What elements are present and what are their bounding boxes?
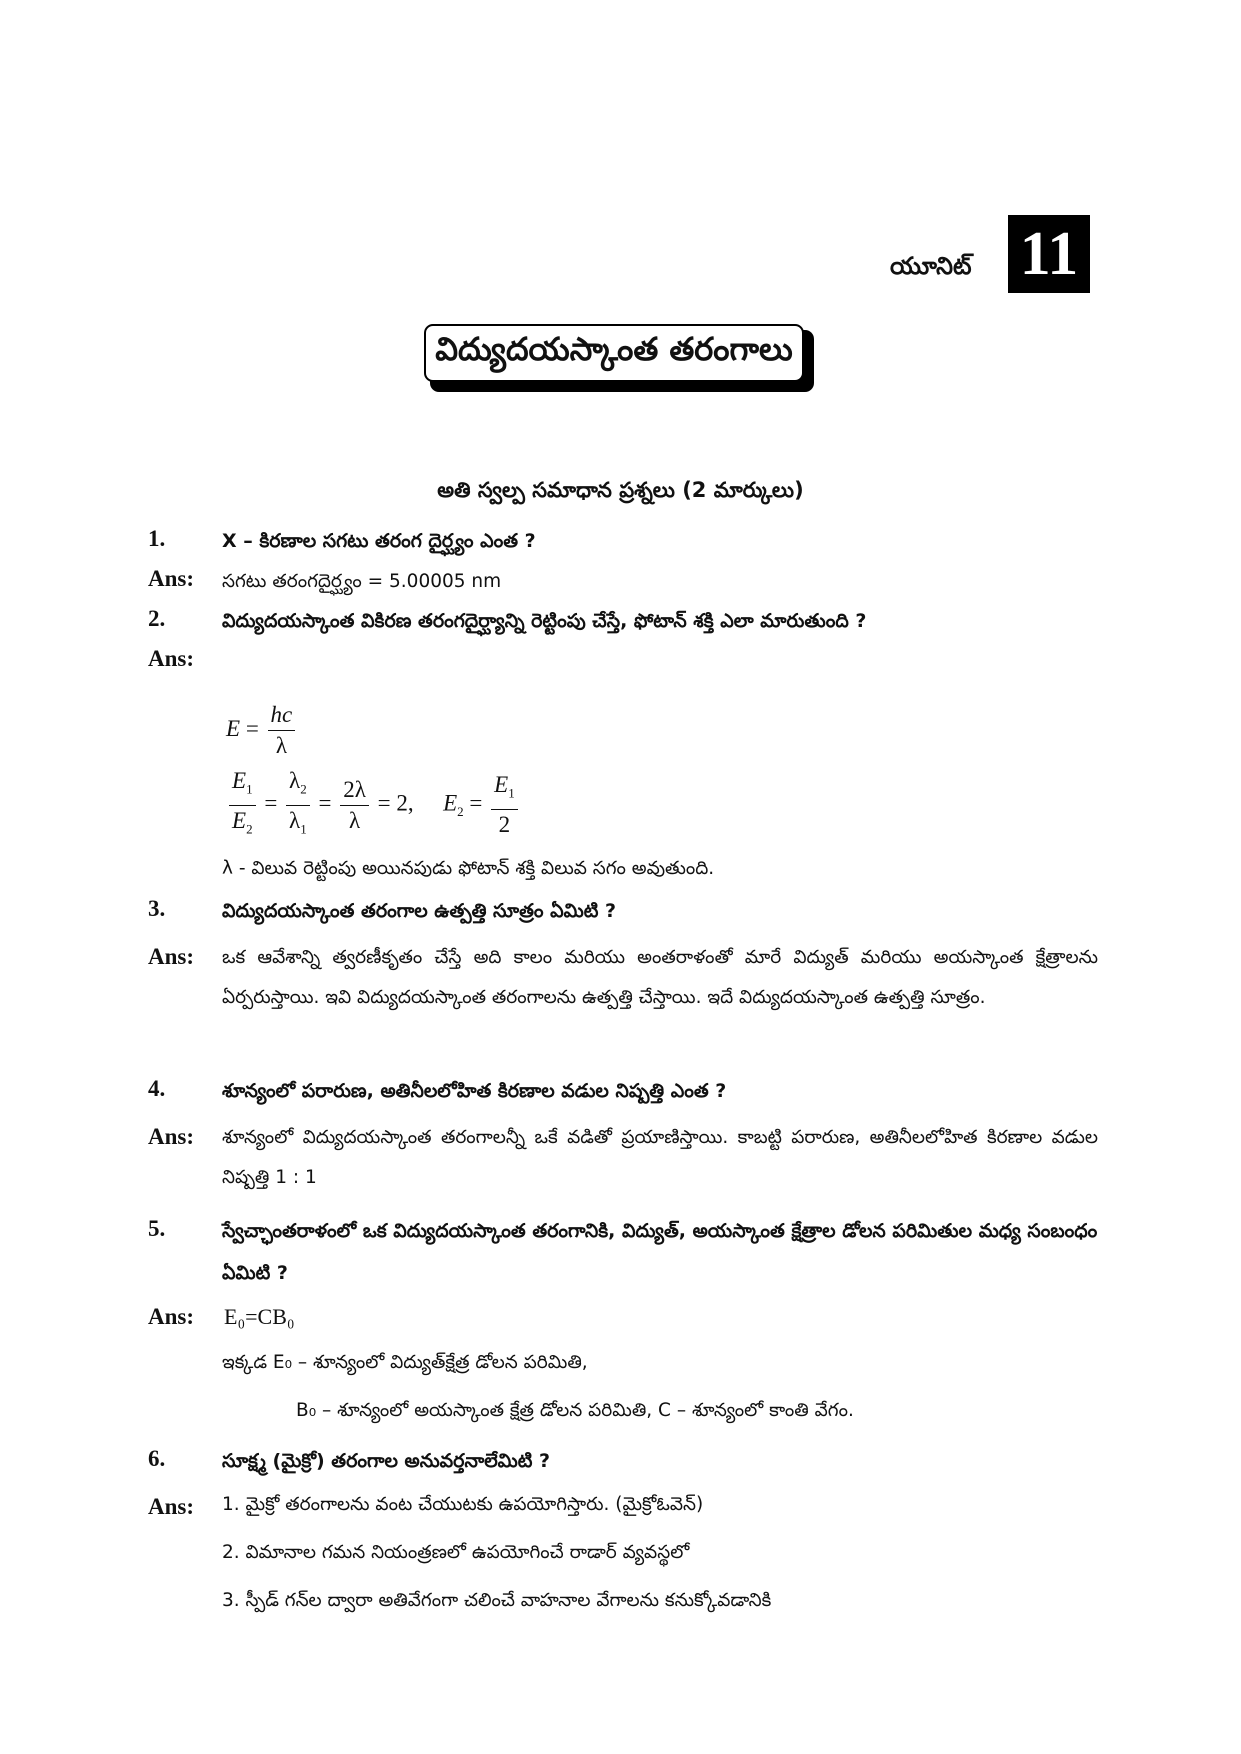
question-text: విద్యుదయస్కాంత తరంగాల ఉత్పత్తి సూత్రం ఏమిటి ? (222, 900, 617, 922)
question-text: X – కిరణాల సగటు తరంగ దైర్ఘ్యం ఎంత ? (222, 530, 536, 552)
eq-sub: 1 (508, 785, 515, 801)
chapter-title-frame (424, 324, 812, 390)
list-item: 1. మైక్రో తరంగాలను వంట చేయుటకు ఉపయోగిస్తారు. (మైక్రోఓవెన్) (222, 1494, 704, 1515)
answer-text: సగటు తరంగదైర్ఘ్యం = 5.00005 nm (222, 571, 502, 592)
section-heading: అతి స్వల్ప సమాధాన ప్రశ్నలు (2 మార్కులు) (437, 478, 804, 502)
list-item: 2. విమానాల గమన నియంత్రణలో ఉపయోగించే రాడార్ వ్యవస్థలో (222, 1542, 690, 1563)
eq-denominator: λ (275, 733, 287, 758)
eq-sub: 2 (457, 803, 464, 819)
eq-numerator: 2λ (340, 775, 369, 806)
chapter-title: విద్యుదయస్కాంత తరంగాలు (424, 324, 804, 382)
eq-term: E (232, 768, 247, 793)
equation-energy: E = $\frac{hc}{\lambda}$ (226, 700, 298, 761)
equation-ratio: $\frac{E_1}{E_2}$ = $\frac{\lambda_2}{\lambda_1}$ = $\frac{2\lambda}{\lambda}$ = 2, $E_2$ = $\frac{E_1}{2}$ (226, 766, 521, 844)
question-text: శూన్యంలో పరారుణ, అతినీలలోహిత కిరణాల వడుల నిష్పత్తి ఎంత ? (222, 1080, 727, 1102)
eq-sub: 1 (246, 781, 253, 797)
list-item: 3. స్పీడ్ గన్‌ల ద్వారా అతివేగంగా చలించే వాహనాల వేగాలను కనుక్కోవడానికి (222, 1590, 772, 1611)
question-text: విద్యుదయస్కాంత వికిరణ తరంగదైర్ఘ్యాన్ని రెట్టింపు చేస్తే, ఫోటాన్ శక్తి ఎలా మారుతుంది ? (222, 610, 867, 632)
eq-sub: 1 (300, 821, 307, 837)
eq-symbol: E (226, 715, 241, 741)
question-number: 6. (148, 1446, 166, 1471)
question-number: 5. (148, 1216, 166, 1241)
answer-label: Ans: (148, 1494, 195, 1519)
answer-label: Ans: (148, 1304, 195, 1329)
answer-text: ఒక ఆవేశాన్ని త్వరణీకృతం చేస్తే అది కాలం మరియు అంతరాళంతో మారే విద్యుత్ మరియు అయస్కాంత క్షేత్రాలను ఏర్పరుస్తాయి. ఇవి విద్యుదయస్కాంత తరంగాలను ఉత్పత్తి చేస్తాయి. ఇదే విద్యుదయస్కాంత ఉత్పత్తి సూత్రం. (222, 947, 1098, 1008)
answer-label: Ans: (148, 1124, 195, 1149)
eq-term: E (232, 807, 247, 833)
eq-term: E (443, 790, 458, 816)
unit-label: యూనిట్ (890, 252, 972, 280)
answer-conclusion: λ - విలువ రెట్టింపు అయినపుడు ఫోటాన్ శక్తి విలువ సగం అవుతుంది. (222, 858, 715, 879)
eq-numerator: hc (268, 700, 296, 731)
answer-text: శూన్యంలో విద్యుదయస్కాంత తరంగాలన్నీ ఒకే వడితో ప్రయాణిస్తాయి. కాబట్టి పరారుణ, అతినీలలోహిత కిరణాల వడుల నిష్పత్తి 1 : 1 (222, 1127, 1098, 1188)
unit-number-badge: 11 (1008, 215, 1090, 293)
eq-denominator: λ (348, 807, 361, 833)
question-number: 2. (148, 606, 166, 631)
eq-term: λ (289, 807, 301, 833)
eq-sub: 2 (300, 781, 307, 797)
eq-term: E (494, 772, 509, 798)
eq-result: = 2, (377, 790, 414, 816)
answer-label: Ans: (148, 646, 195, 671)
answer-explanation-line: B₀ – శూన్యంలో అయస్కాంత క్షేత్ర డోలన పరిమితి, C – శూన్యంలో కాంతి వేగం. (296, 1400, 854, 1421)
answer-label: Ans: (148, 566, 195, 591)
eq-denominator: 2 (498, 811, 511, 837)
question-number: 4. (148, 1076, 166, 1101)
question-number: 1. (148, 526, 166, 551)
question-number: 3. (148, 896, 166, 921)
eq-term: λ (289, 768, 301, 793)
eq-sub: 2 (246, 821, 253, 837)
answer-label: Ans: (148, 944, 195, 969)
answer-explanation-line: ఇక్కడ E₀ – శూన్యంలో విద్యుత్‌క్షేత్ర డోలన పరిమితి, (222, 1352, 588, 1373)
answer-formula: E₀=CB₀ (224, 1304, 295, 1329)
question-text: సూక్ష్మ (మైక్రో) తరంగాల అనువర్తనాలేమిటి ? (222, 1450, 551, 1472)
question-text: స్వేచ్ఛాంతరాళంలో ఒక విద్యుదయస్కాంత తరంగానికి, విద్యుత్, అయస్కాంత క్షేత్రాల డోలన పరిమితుల మధ్య సంబంధం ఏమిటి ? (222, 1220, 1098, 1284)
